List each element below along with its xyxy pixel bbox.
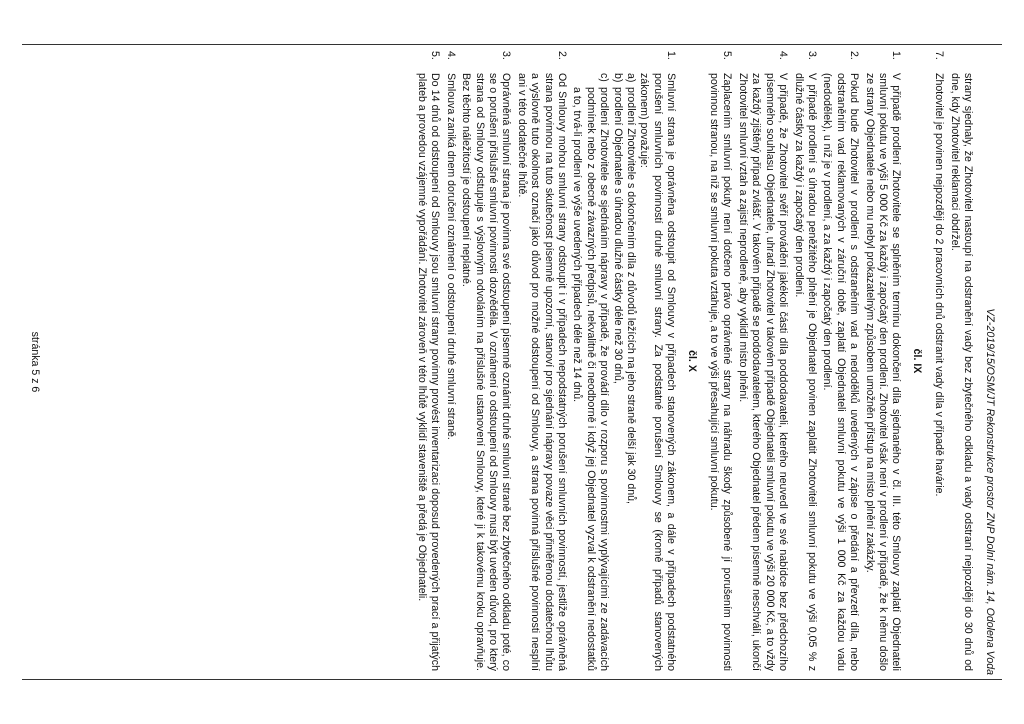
paragraph-text: Do 14 dnů od odstoupení od Smlouvy jsou smluvní strany povinny provést inventarizaci doposud provedených prací a přijatých plateb a provedou vzájemné vypořádání. Zhotovitel zároveň v této lhůtě vyklidí staveniště a předá je Objednateli. [415,73,442,671]
paragraph-number [947,51,974,73]
sub-item [570,73,610,671]
paragraph [736,51,790,671]
paragraph-number: 5. [721,51,734,60]
paragraph-text: Zaplacením smluvní pokuty není dotčeno právo oprávněné strany na náhradu škody způsobené jí porušením povinnosti povinnou stranou, na níž se smluvní pokuta vztahuje, a to ve výši přesahující smluvní pokutu. [708,73,734,671]
article-ix-title: čl. IX [910,348,923,374]
paragraph [514,51,568,671]
sub-item-text: prodlení Zhotovitele s dokončením díla z důvodů ležících na jeho straně delší jak 30 dnů, [625,87,638,504]
sub-item-text: prodlení Objednatele s úhradou dlužné částky déle než 30 dnů, [611,87,624,384]
document-body [413,51,974,671]
paragraph-text: Zhotovitel je povinen nejpozději do 2 pracovních dnů odstranit vady díla v případě havárie. [933,73,946,497]
bottom-rule [22,679,1002,680]
paragraph [459,51,513,671]
document-page [22,45,1002,679]
page-number: stránka 5 z 6 [29,331,42,393]
paragraph-body [570,73,677,671]
paragraph-text: Smlouva zaniká dnem doručení oznámení o odstoupení druhé smluvní straně. [444,73,457,440]
sub-item-letter: a) [625,73,638,83]
paragraph [443,51,456,671]
document-header: VZ-2019/15/OSM/JT Rekonstrukce prostor ZNP Dolní nám. 14, Odolena Voda [984,308,996,675]
paragraph-text: V případě prodlení s úhradou peněžitého plnění je Objednatel povinen zaplatit Zhotoviteli smluvní pokutu ve výši 0,05 % z dlužné částky za každý i započatý den prodlení. [792,73,818,671]
sub-item [610,73,623,671]
paragraph [862,51,902,671]
sub-item-letter: c) [598,73,611,82]
sub-item [624,73,637,671]
paragraph-text: Pokud bude Zhotovitel v prodlení s odstraněním vad a nedodělků uvedených v zápise o předání a převzetí díla, nebo odstraněním vad reklamovaných v záruční době, zaplatí Objednateli smluvní pokutu ve výši 1 000 Kč za každou vadu (nedodělek), u níž je v prodlení, a za každý i započatý den prodlení. [821,73,861,671]
paragraph-text: V případě prodlení Zhotovitele se splněním termínu dokončení díla sjednaného v čl. III. této Smlouvy zaplatí Objednateli smluvní pokutu ve výši 5 000 Kč za každý i započatý den prodlení. Zhotovitel však není v prodlení v případě, že k němu došlo ze strany Objednatele nebo mu nebyl prokazatelným způsobem umožněn přístup na místo plnění zakázky. [863,73,903,671]
paragraph-number: 1. [890,51,903,60]
paragraph [932,51,945,671]
paragraph [707,51,734,671]
paragraph-text: Od Smlouvy mohou smluvní strany odstoupit i v případech nepodstatných porušení smluvních povinností, jestliže oprávněná strana povinnou na tuto skutečnost písemně upozorní, stanoví pro sjednání nápravy povaze věci přiměřenou dodatečnou lhůtu a výslovně tuto okolnost označí jako důvod pro možné odstoupení od Smlouvy, a strana povinná příslušné povinnosti nesplní ani v této dodatečné lhůtě. [515,73,569,671]
paragraph-number: 7. [933,51,946,60]
paragraph-text: Smluvní strana je oprávněna odstoupit od Smlouvy v případech stanovených zákonem, a dále v případech podstatného porušení smluvních povinností druhé smluvní strany. Za podstatné porušení Smlouvy se (kromě případů stanovených zákonem) považuje: [638,73,678,671]
sub-item-text: prodlení Zhotovitele se sjednáním nápravy v případě, že provádí dílo v rozporu s povinnostmi vyplývajícími ze zadávacích podmínek nebo z obecně závazných předpisů, nekvalitně či neodborně i když jej Objednatel vyzval k odstranění nedostatků a to, trvá-li prodlení ve výše uvedených případech déle než 14 dnů. [571,87,611,671]
paragraph-number: 4. [777,51,790,60]
paragraph [791,51,818,671]
paragraph-number: 4. [444,51,457,60]
paragraph-number: 5. [429,51,442,60]
paragraph [820,51,860,671]
paragraph [947,51,974,671]
paragraph-text: V případě, že Zhotovitel svěří provádění jakékoli části díla poddodavateli, kterého neuvedl ve své nabídce bez předchozího písemného souhlasu Objednatele, uhradí Zhotovitel v takovém případě Objednateli smluvní pokutu ve výši 20 000 Kč, a to vždy za každý zjištěný případ zvlášť. V takovém případě se poddodavatelem, kterého Objednatel předem písemně neschválí, ukončí Zhotovitel smluvní vztah a zajistí neprodleně, aby vyklidil místo plnění. [736,73,790,671]
article-x-title: čl. X [685,350,698,372]
paragraph-number: 3. [805,51,818,60]
paragraph-text: Oprávněná smluvní strana je povinna své odstoupení písemně oznámit druhé smluvní straně bez zbytečného odkladu poté, co se o porušení příslušné smluvní povinnosti dozvěděla. V oznámení o odstoupení od Smlouvy musí být uveden důvod, pro který strana od Smlouvy odstupuje s výslovným odvoláním na příslušné ustanovení Smlouvy, které ji k takovému kroku opravňuje. Bez těchto náležitostí je odstoupení neplatné. [460,73,513,671]
paragraph-number: 2. [556,51,569,60]
paragraph-text: strany sjednaly, že Zhotovitel nastoupí na odstranění vady bez zbytečného odkladu a vady odstraní nejpozději do 30 dnů od dne, kdy Zhotovitel reklamaci obdržel. [948,73,974,671]
paragraph-number: 3. [500,51,513,60]
paragraph [415,51,442,671]
sub-item-letter: b) [611,73,624,83]
paragraph-number: 2. [848,51,861,60]
paragraph [570,51,677,671]
paragraph-number: 1. [665,51,678,60]
